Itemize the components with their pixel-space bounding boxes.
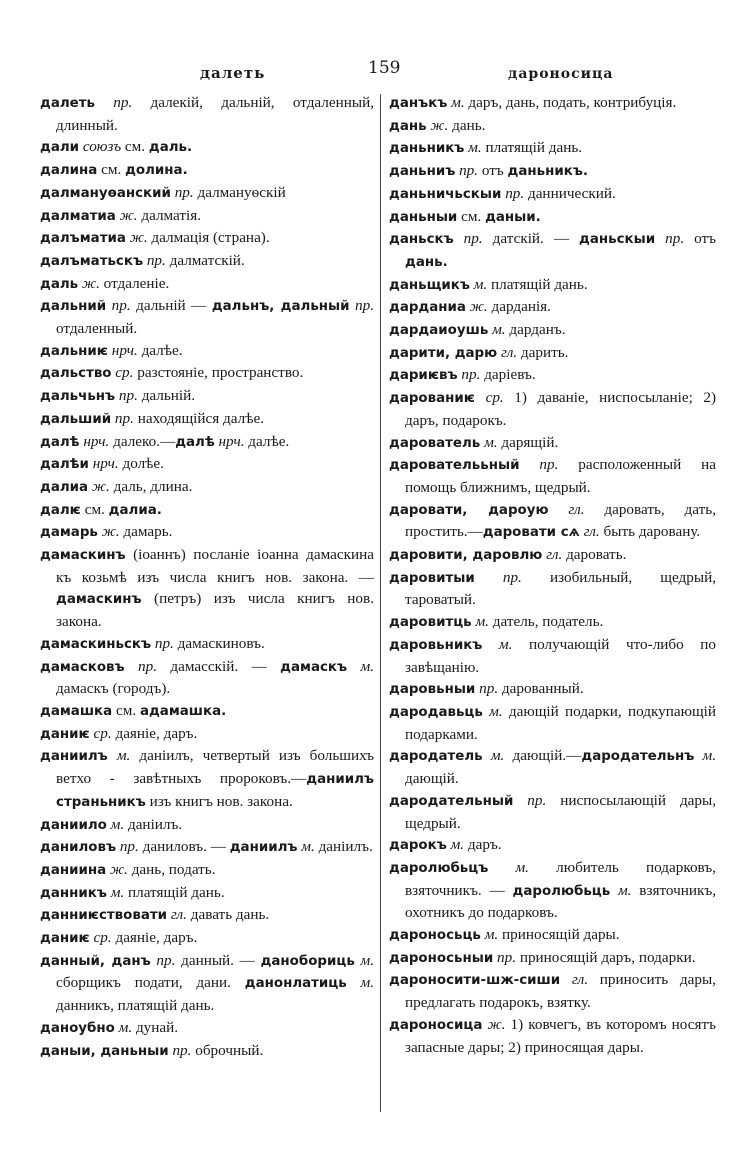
entry-definition: изъ книгъ нов. закона.: [145, 792, 293, 810]
grammar-abbreviation: м.: [482, 702, 503, 720]
dictionary-entry: [389, 387, 716, 431]
dictionary-entry: [40, 227, 374, 250]
entry-headword: даниило: [40, 817, 107, 833]
entry-headword: дамаскинъ: [56, 592, 142, 608]
entry-headword: даровьникъ: [389, 637, 483, 653]
dictionary-entry: [40, 814, 374, 837]
entry-definition: дарить.: [517, 343, 569, 361]
dictionary-entry: [40, 476, 374, 499]
entry-definition: находящійся далѣе.: [133, 409, 264, 427]
dictionary-entry: [40, 882, 374, 905]
grammar-abbreviation: нрч.: [79, 432, 110, 450]
entry-headword: дарованиѥ: [389, 391, 476, 407]
entry-headword: далиа.: [108, 502, 162, 518]
entry-definition: долѣе.: [118, 455, 164, 473]
right-column: [389, 92, 716, 1058]
left-column: [40, 92, 374, 1062]
entry-definition: датель, податель.: [488, 613, 604, 631]
entry-headword: далина: [40, 163, 98, 179]
dictionary-entry: [40, 1017, 374, 1040]
entry-definition: см.: [97, 161, 126, 179]
entry-headword: далѣ: [40, 434, 80, 450]
entry-headword: дардаиоушь: [389, 323, 489, 339]
entry-definition: сборщикъ подати, дани.: [56, 974, 245, 992]
column-divider: [380, 94, 381, 1112]
grammar-abbreviation: ж.: [426, 116, 449, 134]
grammar-abbreviation: пр.: [453, 230, 483, 248]
entry-definition: дающій.—: [504, 747, 582, 765]
entry-definition: расположенный на помощь ближнимъ, щедрый.: [405, 456, 717, 496]
dictionary-entry: [389, 857, 716, 924]
entry-definition: даніилъ.: [314, 838, 373, 856]
grammar-abbreviation: пр.: [513, 791, 547, 809]
dictionary-entry: [389, 834, 716, 857]
grammar-abbreviation: м.: [482, 635, 513, 653]
dictionary-entry: [40, 927, 374, 950]
grammar-abbreviation: пр.: [106, 297, 131, 315]
entry-headword: дальчьнъ: [40, 389, 116, 405]
entry-headword: далѥ: [40, 502, 81, 518]
entry-headword: данниѥствовати: [40, 908, 168, 924]
entry-definition: дань.: [448, 116, 486, 134]
entry-headword: даноубно: [40, 1020, 115, 1036]
grammar-abbreviation: нрч.: [88, 455, 119, 473]
dictionary-entry: [389, 342, 716, 365]
grammar-abbreviation: пр.: [457, 366, 481, 384]
grammar-abbreviation: м.: [471, 613, 489, 631]
entry-headword: дамаскъ: [280, 659, 348, 675]
entry-headword: даль.: [148, 140, 193, 156]
grammar-abbreviation: гл.: [542, 546, 563, 564]
entry-headword: дароносьныи: [389, 950, 494, 966]
entry-headword: даньникъ: [389, 141, 465, 157]
dictionary-entry: [40, 362, 374, 385]
entry-definition: даннический.: [524, 184, 616, 202]
grammar-abbreviation: ж.: [465, 298, 488, 316]
entry-headword: дань: [389, 118, 427, 134]
dictionary-entry: [389, 969, 716, 1013]
entry-headword: дамашка: [40, 703, 113, 719]
entry-headword: дароносити-шж-сиши: [389, 973, 561, 989]
dictionary-entry: [389, 454, 716, 498]
dictionary-entry: [40, 859, 374, 882]
entry-headword: данный, данъ: [40, 953, 151, 969]
dictionary-entry: [389, 228, 716, 273]
entry-definition: дальній —: [130, 297, 212, 315]
entry-definition: приносящій даръ, подарки.: [516, 948, 696, 966]
grammar-abbreviation: ж.: [482, 1015, 506, 1033]
entry-definition: даниловъ. —: [138, 838, 230, 856]
entry-definition: любитель подарковъ, взяточникъ. —: [405, 858, 716, 899]
entry-definition: см.: [80, 500, 109, 518]
entry-headword: дамасковъ: [40, 659, 125, 675]
entry-definition: даръ.: [464, 836, 502, 854]
grammar-abbreviation: ж.: [88, 477, 110, 495]
entry-definition: отдаленіе.: [99, 274, 170, 292]
dictionary-entry: [389, 567, 716, 611]
grammar-abbreviation: союзъ: [79, 138, 122, 156]
entry-headword: далеть: [40, 96, 95, 111]
entry-definition: даръ, дань, подать, контрибуція.: [464, 94, 677, 111]
dictionary-entry: [389, 1014, 716, 1058]
entry-definition: дарданія.: [487, 298, 551, 316]
entry-definition: дамасскій. —: [157, 657, 281, 675]
grammar-abbreviation: м.: [480, 926, 499, 944]
entry-headword: далъматиа: [40, 231, 126, 247]
entry-definition: см.: [121, 138, 149, 156]
dictionary-entry: [40, 904, 374, 927]
grammar-abbreviation: ж.: [115, 206, 138, 224]
entry-headword: далѣ: [175, 434, 215, 450]
entry-definition: быть даровану.: [599, 523, 701, 541]
dictionary-entry: [40, 633, 374, 656]
grammar-abbreviation: м.: [469, 275, 488, 293]
entry-headword: дарданиа: [389, 300, 466, 316]
grammar-abbreviation: м.: [107, 747, 131, 765]
grammar-abbreviation: м.: [694, 747, 716, 765]
entry-definition: данный. —: [175, 951, 261, 969]
dictionary-entry: [389, 274, 716, 297]
entry-definition: даніилъ, четвертый изъ большихъ ветхо - завѣтныхъ пророковъ.—: [56, 747, 374, 788]
entry-definition: разстояніе, пространство.: [133, 364, 304, 382]
grammar-abbreviation: нрч.: [108, 341, 138, 359]
entry-definition: дамарь.: [119, 523, 173, 541]
dictionary-entry: [389, 364, 716, 387]
entry-definition: дающій.: [405, 770, 459, 788]
entry-headword: даньскъ: [389, 232, 454, 248]
grammar-abbreviation: м.: [106, 815, 125, 833]
entry-definition: дунай.: [132, 1018, 179, 1036]
entry-headword: дальнъ, дальный: [211, 299, 350, 315]
entry-headword: дародатель: [389, 749, 483, 765]
grammar-abbreviation: гл.: [579, 523, 600, 541]
entry-headword: далиа: [40, 479, 89, 495]
grammar-abbreviation: м.: [347, 657, 374, 675]
grammar-abbreviation: пр.: [115, 387, 138, 405]
grammar-abbreviation: м.: [447, 94, 465, 111]
entry-headword: дарователь: [389, 435, 481, 451]
grammar-abbreviation: м.: [106, 883, 125, 901]
grammar-abbreviation: нрч.: [214, 432, 245, 450]
entry-headword: далмануѳанский: [40, 185, 171, 201]
dictionary-entry: [40, 950, 374, 1017]
entry-headword: дариѥвъ: [389, 368, 458, 384]
grammar-abbreviation: ж.: [78, 274, 100, 292]
entry-headword: дародательный: [389, 793, 514, 809]
entry-definition: дарящій.: [497, 433, 559, 451]
dictionary-entry: [40, 92, 374, 136]
entry-definition: далекій, дальній, отдаленный, длинный.: [56, 94, 375, 134]
dictionary-entry: [40, 385, 374, 408]
entry-definition: дающій подарки, подкупающій подарками.: [405, 702, 716, 743]
dictionary-entry: [389, 678, 716, 701]
grammar-abbreviation: м.: [446, 836, 465, 854]
dictionary-entry: [389, 183, 716, 206]
entry-definition: далматскій.: [165, 251, 245, 269]
entry-definition: дальній.: [137, 387, 196, 405]
entry-definition: даровать, дать, простить.—: [405, 500, 716, 541]
running-header: [0, 58, 746, 88]
entry-definition: получающій что-либо по завѣщанію.: [405, 635, 716, 676]
entry-definition: платящій дань.: [487, 275, 588, 293]
entry-definition: ниспосылающій дары, щедрый.: [405, 791, 717, 832]
grammar-abbreviation: гл.: [560, 971, 589, 989]
dictionary-entry: [40, 544, 374, 633]
grammar-abbreviation: пр.: [150, 951, 176, 969]
entry-headword: данникъ: [40, 885, 107, 901]
left-running-headword: далеть: [200, 64, 266, 82]
entry-headword: дальший: [40, 411, 112, 427]
grammar-abbreviation: м.: [488, 321, 506, 339]
entry-headword: даровити, дарoвлю: [389, 548, 543, 564]
entry-headword: даныи.: [485, 209, 541, 225]
entry-definition: (петръ) изъ числа книгъ нов. закона.: [56, 590, 374, 631]
entry-headword: даровати сѧ: [482, 525, 580, 541]
grammar-abbreviation: пр.: [474, 568, 522, 586]
grammar-abbreviation: м.: [610, 881, 632, 899]
dictionary-entry: [40, 499, 374, 522]
grammar-abbreviation: пр.: [124, 657, 157, 675]
entry-definition: дарданъ.: [505, 321, 566, 339]
dictionary-entry: [389, 296, 716, 319]
entry-headword: дальство: [40, 366, 112, 382]
entry-definition: изобильный, щедрый, тароватый.: [405, 568, 716, 609]
dictionary-entry: [40, 250, 374, 273]
right-running-headword: дароносица: [508, 66, 614, 82]
dictionary-entry: [389, 611, 716, 634]
entry-headword: даровьныи: [389, 682, 476, 698]
entry-headword: дародательнъ: [581, 749, 695, 765]
entry-definition: даяніе, даръ.: [111, 929, 198, 947]
entry-definition: см.: [457, 207, 486, 225]
entry-definition: далмануѳскій: [193, 183, 286, 201]
dictionary-entry: [40, 723, 374, 746]
entry-headword: даньничьскыи: [389, 186, 502, 202]
dictionary-entry: [40, 745, 374, 813]
entry-headword: адамашка.: [139, 703, 227, 719]
entry-headword: данонлатиць: [244, 976, 347, 992]
entry-definition: отъ: [478, 162, 508, 180]
entry-headword: дали: [40, 140, 80, 156]
grammar-abbreviation: ж.: [106, 860, 128, 878]
grammar-abbreviation: гл.: [167, 906, 187, 924]
grammar-abbreviation: м.: [346, 974, 374, 992]
dictionary-entry: [389, 499, 716, 544]
entry-headword: даровати, дароую: [389, 502, 549, 518]
dictionary-entry: [389, 319, 716, 342]
entry-definition: приносящій дары.: [498, 926, 620, 944]
entry-headword: дарокъ: [389, 838, 447, 854]
entry-headword: даниина: [40, 862, 107, 878]
grammar-abbreviation: м.: [354, 951, 374, 969]
entry-definition: платящій дань.: [481, 139, 583, 157]
grammar-abbreviation: пр.: [475, 680, 499, 698]
entry-headword: даролюбьцъ: [389, 860, 489, 876]
entry-headword: дальний: [40, 299, 107, 315]
entry-definition: далматія.: [137, 206, 202, 224]
grammar-abbreviation: м.: [482, 747, 505, 765]
grammar-abbreviation: гл.: [497, 343, 518, 361]
dictionary-entry: [40, 700, 374, 723]
entry-definition: далѣе.: [244, 432, 290, 450]
entry-definition: датскій. —: [482, 230, 580, 248]
entry-headword: даниловъ: [40, 840, 117, 856]
entry-headword: дамаскинъ: [40, 548, 126, 564]
dictionary-entry: [40, 273, 374, 296]
grammar-abbreviation: пр.: [168, 1041, 192, 1059]
entry-definition: отъ: [684, 230, 717, 248]
dictionary-entry: [389, 745, 716, 789]
dictionary-entry: [389, 947, 716, 970]
entry-definition: платящій дань.: [124, 883, 225, 901]
dictionary-entry: [389, 634, 716, 678]
entry-definition: приносить дары, предлагать подарокъ, взятку.: [405, 971, 716, 1012]
grammar-abbreviation: ж.: [125, 229, 148, 247]
entry-headword: даниилъ: [40, 749, 108, 765]
entry-headword: дамарь: [40, 525, 98, 541]
entry-headword: даньныи: [389, 209, 458, 225]
entry-headword: даньскыи: [579, 232, 656, 248]
dictionary-entry: [40, 136, 374, 159]
grammar-abbreviation: ср.: [89, 724, 112, 742]
entry-definition: оброчный.: [191, 1041, 264, 1059]
entry-headword: даниѥ: [40, 726, 90, 742]
grammar-abbreviation: ж.: [97, 523, 120, 541]
entry-definition: взяточникъ, охотникъ до подарковъ.: [405, 881, 717, 922]
grammar-abbreviation: гл.: [548, 500, 585, 518]
grammar-abbreviation: пр.: [111, 409, 134, 427]
dictionary-entry: [40, 521, 374, 544]
entry-definition: даніилъ.: [124, 815, 183, 833]
grammar-abbreviation: пр.: [655, 230, 685, 248]
entry-headword: далъматьскъ: [40, 253, 144, 269]
entry-definition: давать дань.: [186, 906, 270, 924]
entry-headword: дальниѥ: [40, 343, 108, 359]
dictionary-entry: [389, 92, 716, 115]
dictionary-entry: [389, 115, 716, 138]
entry-headword: даровитць: [389, 615, 472, 631]
dictionary-entry: [389, 924, 716, 947]
grammar-abbreviation: м.: [488, 858, 529, 876]
grammar-abbreviation: пр.: [493, 948, 517, 966]
dictionary-entry: [389, 137, 716, 160]
entry-headword: даниѥ: [40, 931, 90, 947]
dictionary-entry: [389, 432, 716, 455]
dictionary-entry: [389, 206, 716, 229]
entry-headword: данобориць: [260, 953, 355, 969]
grammar-abbreviation: ср.: [89, 929, 112, 947]
entry-headword: далѣи: [40, 457, 89, 473]
dictionary-entry: [389, 790, 716, 834]
dictionary-entry: [40, 182, 374, 205]
entry-headword: дароносьць: [389, 928, 481, 944]
dictionary-entry: [40, 205, 374, 228]
entry-headword: даньщикъ: [389, 277, 470, 293]
entry-definition: отдаленный.: [56, 320, 138, 338]
entry-headword: далматиа: [40, 208, 116, 224]
dictionary-entry: [40, 836, 374, 859]
entry-headword: дародавьць: [389, 704, 483, 720]
entry-headword: даролюбьць: [512, 883, 611, 899]
dictionary-entry: [40, 453, 374, 476]
grammar-abbreviation: м.: [297, 838, 315, 856]
grammar-abbreviation: м.: [480, 433, 498, 451]
entry-headword: даныи, даньныи: [40, 1043, 169, 1059]
dictionary-entry: [389, 701, 716, 745]
dictionary-entry: [40, 1040, 374, 1063]
grammar-abbreviation: пр.: [151, 634, 174, 652]
entry-headword: дамаскиньскъ: [40, 636, 152, 652]
grammar-abbreviation: пр.: [94, 94, 133, 111]
entry-definition: даль, длина.: [109, 477, 193, 495]
dictionary-entry: [40, 408, 374, 431]
entry-definition: далеко.—: [109, 432, 176, 450]
grammar-abbreviation: м.: [464, 139, 482, 157]
entry-definition: см.: [112, 701, 140, 719]
entry-definition: дарованный.: [498, 680, 584, 698]
dictionary-entry: [40, 656, 374, 700]
grammar-abbreviation: пр.: [116, 838, 139, 856]
entry-headword: дань.: [405, 254, 448, 270]
entry-definition: дамаскъ (городъ).: [56, 680, 171, 698]
entry-definition: дань, подать.: [127, 860, 216, 878]
entry-headword: дарователььный: [389, 458, 520, 474]
grammar-abbreviation: ср.: [475, 389, 504, 407]
entry-headword: даль: [40, 276, 79, 292]
grammar-abbreviation: пр.: [143, 251, 166, 269]
dictionary-entry: [40, 295, 374, 339]
entry-headword: дарити, дарю: [389, 345, 498, 361]
entry-definition: (іоаннъ) посланіе іоанна дамаскина къ козьмѣ изъ числа книгъ нов. закона. —: [56, 546, 374, 586]
grammar-abbreviation: пр.: [519, 456, 559, 474]
grammar-abbreviation: пр.: [501, 184, 525, 202]
entry-definition: далмація (страна).: [147, 229, 270, 247]
entry-definition: далѣе.: [137, 341, 183, 359]
entry-definition: данникъ, платящій дань.: [56, 997, 215, 1015]
entry-definition: даровать.: [562, 546, 627, 564]
entry-headword: даньниъ: [389, 164, 456, 180]
dictionary-entry: [40, 340, 374, 363]
entry-definition: даріевъ.: [480, 366, 536, 384]
entry-headword: даниилъ: [229, 840, 298, 856]
entry-definition: дамаскиновъ.: [173, 634, 265, 652]
entry-definition: даяніе, даръ.: [111, 724, 198, 742]
page-number: 159: [368, 58, 401, 78]
grammar-abbreviation: м.: [114, 1018, 133, 1036]
entry-definition: 1) ковчегъ, въ которомъ носятъ запасные дары; 2) приносящая дары.: [405, 1015, 716, 1056]
dictionary-entry: [389, 160, 716, 183]
dictionary-entry: [389, 544, 716, 567]
entry-headword: данъкъ: [389, 96, 448, 111]
grammar-abbreviation: пр.: [455, 162, 479, 180]
entry-headword: дароносица: [389, 1017, 483, 1033]
dictionary-entry: [40, 159, 374, 182]
entry-headword: даровитыи: [389, 570, 475, 586]
entry-headword: долина.: [125, 163, 188, 179]
grammar-abbreviation: пр.: [349, 297, 375, 315]
entry-definition: 1) даваніе, ниспосыланіе; 2) даръ, подарокъ.: [405, 389, 716, 429]
grammar-abbreviation: пр.: [170, 183, 194, 201]
entry-headword: даньникъ.: [507, 164, 588, 180]
entry-headword: даниилъ страньникъ: [56, 772, 374, 810]
dictionary-entry: [40, 431, 374, 454]
grammar-abbreviation: ср.: [111, 364, 134, 382]
